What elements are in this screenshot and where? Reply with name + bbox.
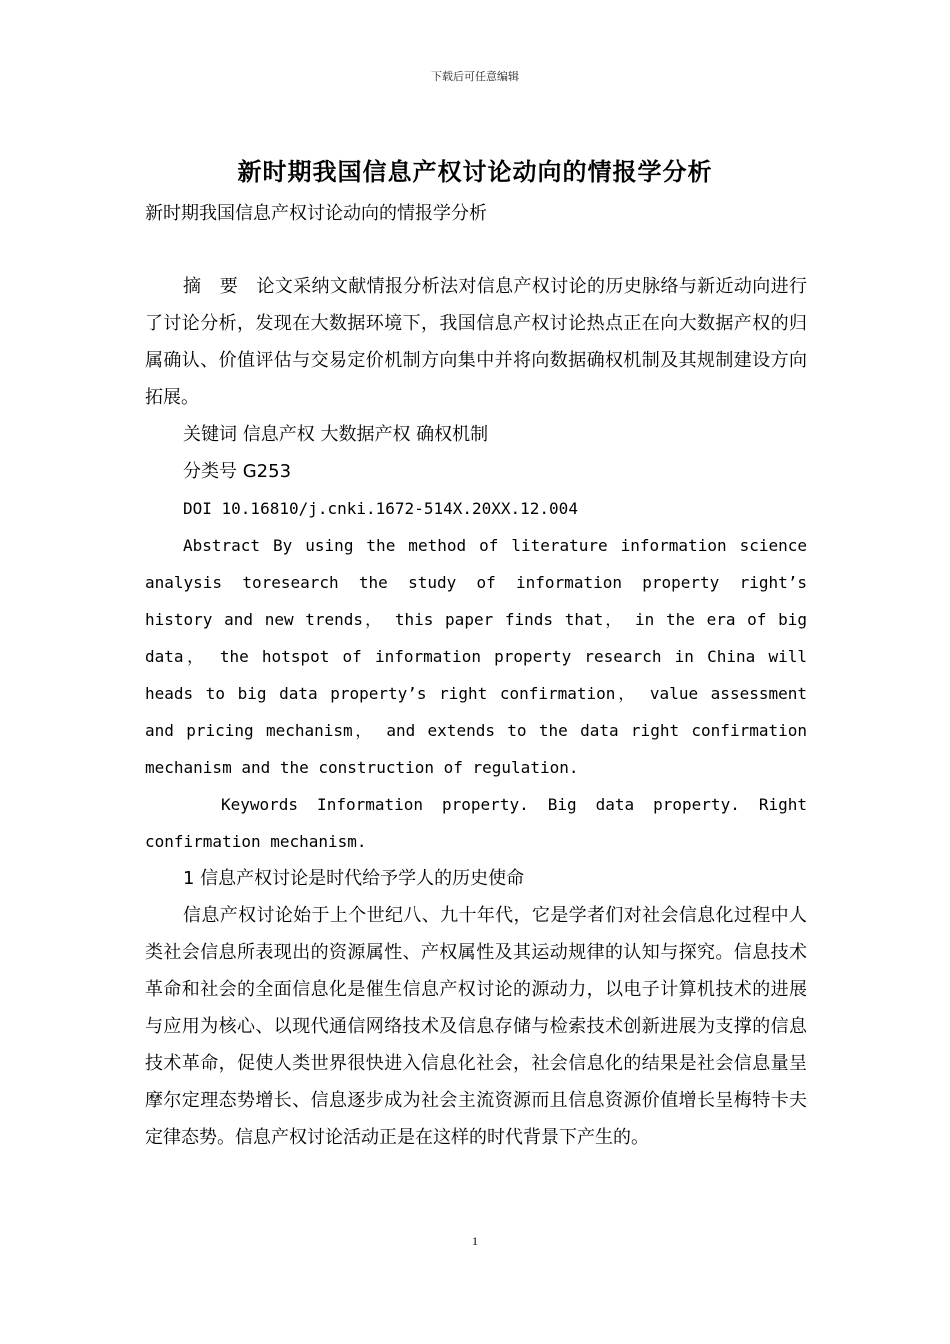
keywords-cn: 关键词 信息产权 大数据产权 确权机制 <box>183 424 489 445</box>
abstract-cn: 摘 要 论文采纳文献情报分析法对信息产权讨论的历史脉络与新近动向进行了讨论分析，发现在大数据环境下，我国信息产权讨论热点正在向大数据产权的归属确认、价值评估与交易定价机制方向集中并将向数据确权机制及其规制建设方向拓展。 <box>145 276 807 408</box>
document-body <box>145 268 807 1156</box>
section-1-heading: 1 信息产权讨论是时代给予学人的历史使命 <box>183 868 525 889</box>
abstract-en: Abstract By using the method of literature information science analysis toresearch the study of information property right’s history and new trends， this paper finds that， in the era of big data， the hotspot of information property research in China will heads to big data property’s right confirmation， value assessment and pricing mechanism， and extends to the data right confirmation mechanism and the construction of regulation. <box>145 536 807 777</box>
keywords-en: Keywords Information property. Big data property. Right confirmation mechanism. <box>145 795 807 851</box>
document-subtitle: 新时期我国信息产权讨论动向的情报学分析 <box>145 203 487 224</box>
classification-number: 分类号 G253 <box>183 461 292 482</box>
page-number: 1 <box>472 1234 478 1248</box>
doi: DOI 10.16810/j.cnki.1672-514X.20XX.12.004 <box>183 499 578 518</box>
document-title: 新时期我国信息产权讨论动向的情报学分析 <box>237 158 713 186</box>
header-note: 下载后可任意编辑 <box>431 70 519 83</box>
section-1-paragraph: 信息产权讨论始于上个世纪八、九十年代，它是学者们对社会信息化过程中人类社会信息所表现出的资源属性、产权属性及其运动规律的认知与探究。信息技术革命和社会的全面信息化是催生信息产权讨论的源动力，以电子计算机技术的进展与应用为核心、以现代通信网络技术及信息存储与检索技术创新进展为支撑的信息技术革命，促使人类世界很快进入信息化社会，社会信息化的结果是社会信息量呈摩尔定理态势增长、信息逐步成为社会主流资源而且信息资源价值增长呈梅特卡夫定律态势。信息产权讨论活动正是在这样的时代背景下产生的。 <box>145 905 807 1148</box>
